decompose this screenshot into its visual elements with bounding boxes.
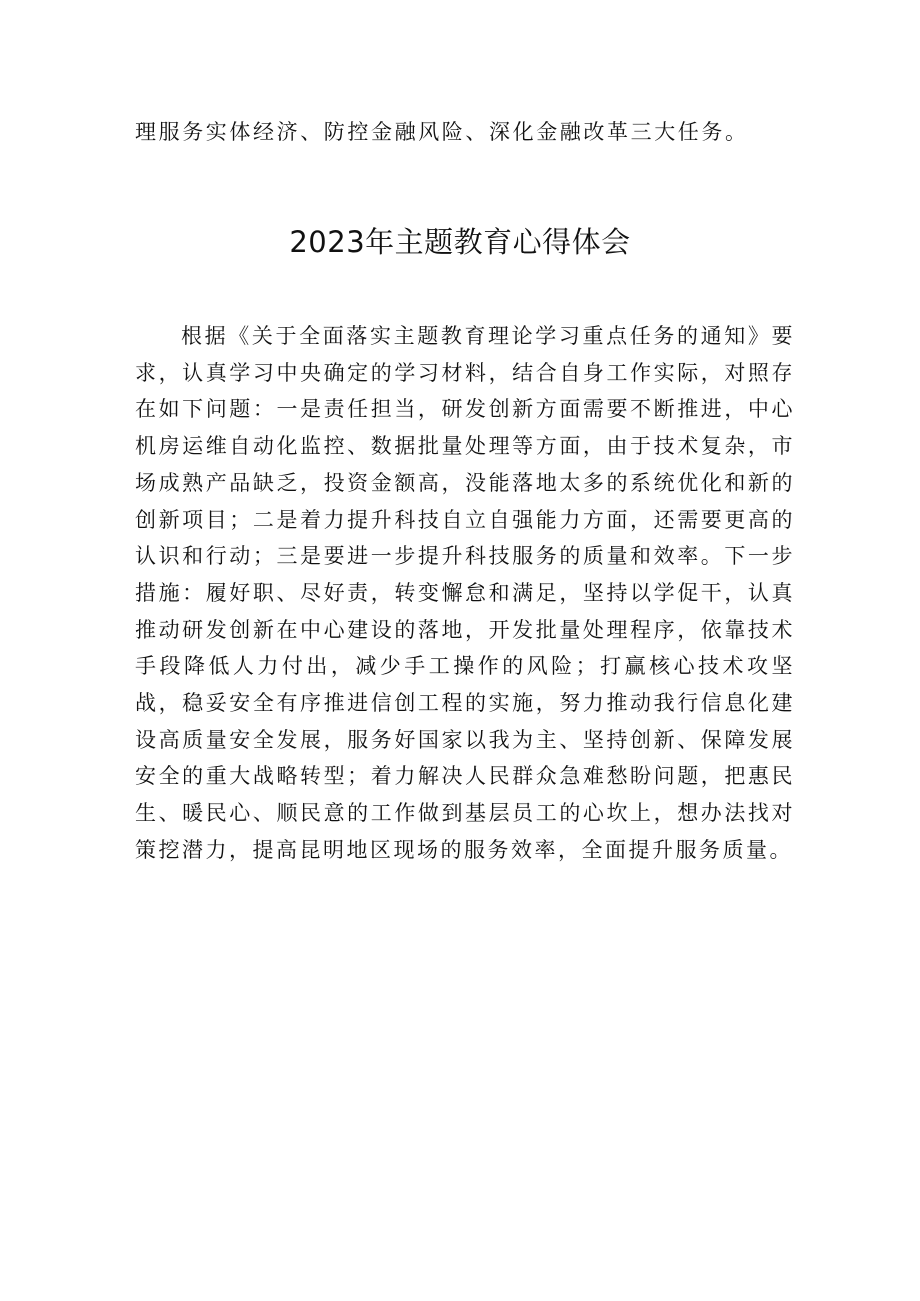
document-title: 2023年主题教育心得体会 (289, 225, 631, 259)
body-paragraph: 根据《关于全面落实主题教育理论学习重点任务的通知》要求，认真学习中央确定的学习材料，结合自身工作实际，对照存在如下问题：一是责任担当，研发创新方面需要不断推进，中心机房运维自动化监控、数据批量处理等方面，由于技术复杂，市场成熟产品缺乏，投资金额高，没能落地太多的系统优化和新的创新项目；二是着力提升科技自立自强能力方面，还需要更高的认识和行动；三是要进一步提升科技服务的质量和效率。下一步措施：履好职、尽好责，转变懈怠和满足，坚持以学促干，认真推动研发创新在中心建设的落地，开发批量处理程序，依靠技术手段降低人力付出，减少手工操作的风险；打赢核心技术攻坚战，稳妥安全有序推进信创工程的实施，努力推动我行信息化建设高质量安全发展，服务好国家以我为主、坚持创新、保障发展安全的重大战略转型；着力解决人民群众急难愁盼问题，把惠民生、暖民心、顺民意的工作做到基层员工的心坎上，想办法找对策挖潜力，提高昆明地区现场的服务效率，全面提升服务质量。 (135, 324, 795, 862)
previous-paragraph-tail: 理服务实体经济、防控金融风险、深化金融改革三大任务。 (135, 120, 749, 144)
